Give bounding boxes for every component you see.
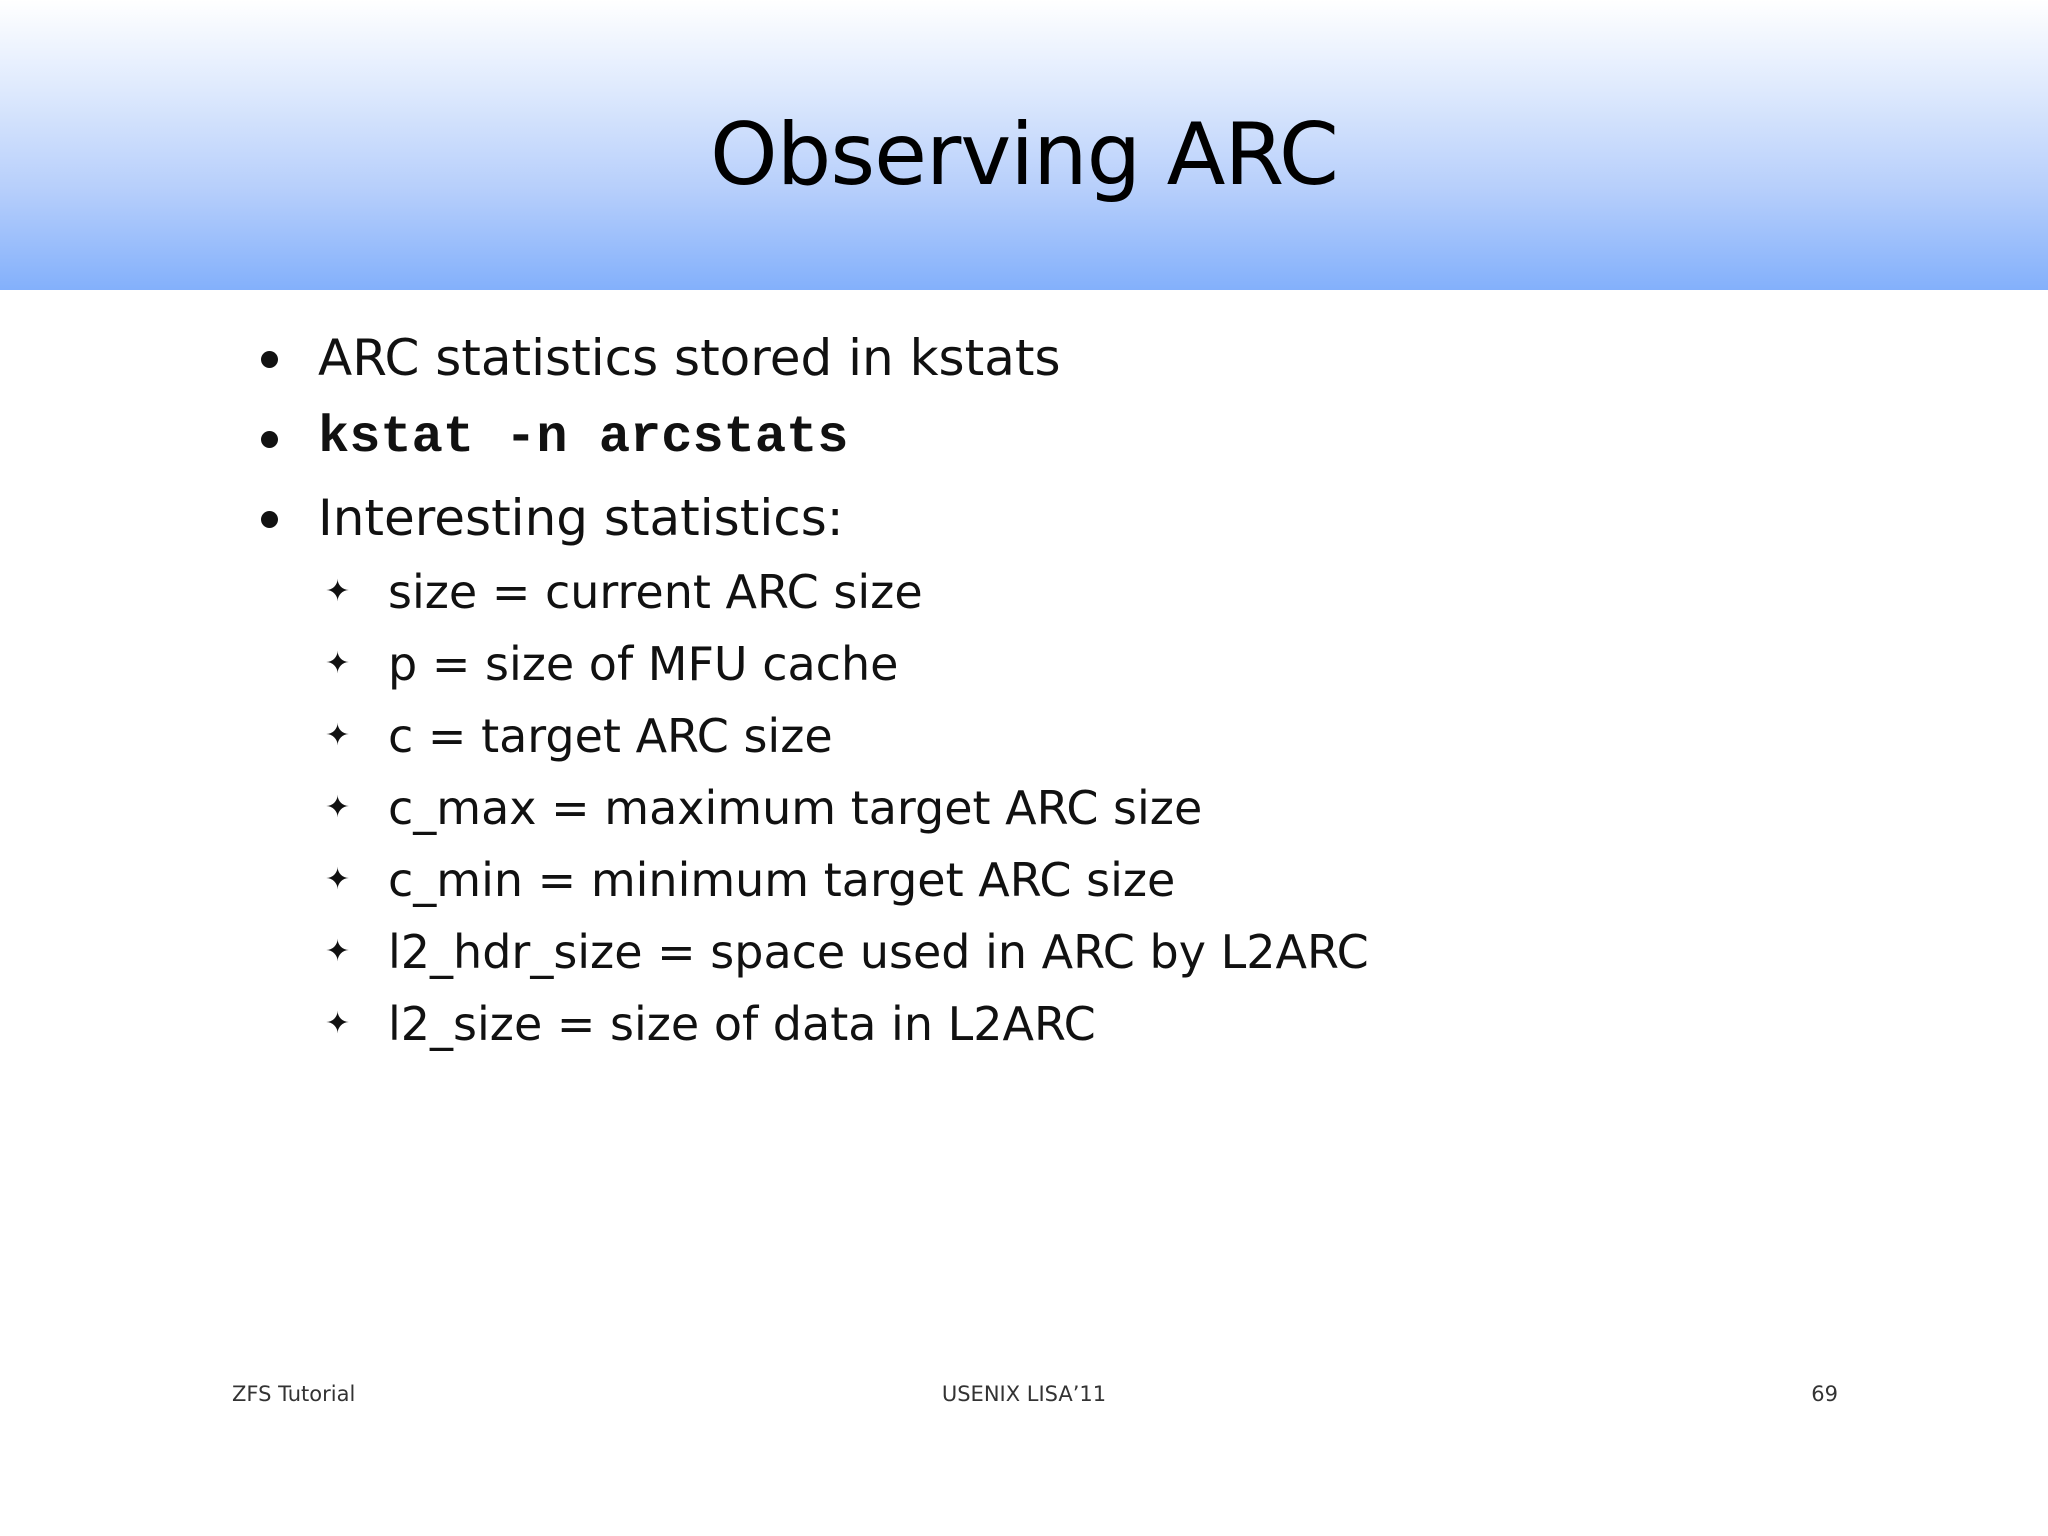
sub-bullet-text: c_max = maximum target ARC size [388,781,1203,835]
bullet-text: ARC statistics stored in kstats [318,329,1061,387]
sub-bullet-text: size = current ARC size [388,565,923,619]
sub-bullet-text: l2_hdr_size = space used in ARC by L2ARC [388,925,1369,979]
bullet-dot-icon [261,511,278,528]
footer-left-label: ZFS Tutorial [232,1382,356,1406]
sub-bullet-item [320,916,1369,988]
bullet-item [255,478,1855,558]
bullet-item-command [255,398,1855,478]
page-number: 69 [1811,1382,1838,1406]
slide-title: Observing ARC [710,105,1338,205]
four-point-star-icon: ✦ [325,934,351,969]
sub-bullet-item [320,700,1369,772]
sub-bullet-text: c_min = minimum target ARC size [388,853,1176,907]
four-point-star-icon: ✦ [325,790,351,825]
bullet-item [255,318,1855,398]
sub-bullet-item [320,844,1369,916]
four-point-star-icon: ✦ [325,1006,351,1041]
four-point-star-icon: ✦ [325,718,351,753]
sub-bullet-text: p = size of MFU cache [388,637,899,691]
four-point-star-icon: ✦ [325,574,351,609]
sub-bullet-list [320,556,1369,1060]
sub-bullet-text: l2_size = size of data in L2ARC [388,997,1096,1051]
sub-bullet-text: c = target ARC size [388,709,833,763]
bullet-dot-icon [261,351,278,368]
sub-bullet-item [320,628,1369,700]
footer-center-label: USENIX LISA’11 [941,1382,1107,1406]
sub-bullet-item [320,556,1369,628]
four-point-star-icon: ✦ [325,862,351,897]
bullet-text: Interesting statistics: [318,489,844,547]
bullet-text: kstat -n arcstats [318,408,849,467]
bullet-list [255,318,1855,558]
sub-bullet-item [320,988,1369,1060]
four-point-star-icon: ✦ [325,646,351,681]
bullet-dot-icon [261,431,278,448]
sub-bullet-item [320,772,1369,844]
